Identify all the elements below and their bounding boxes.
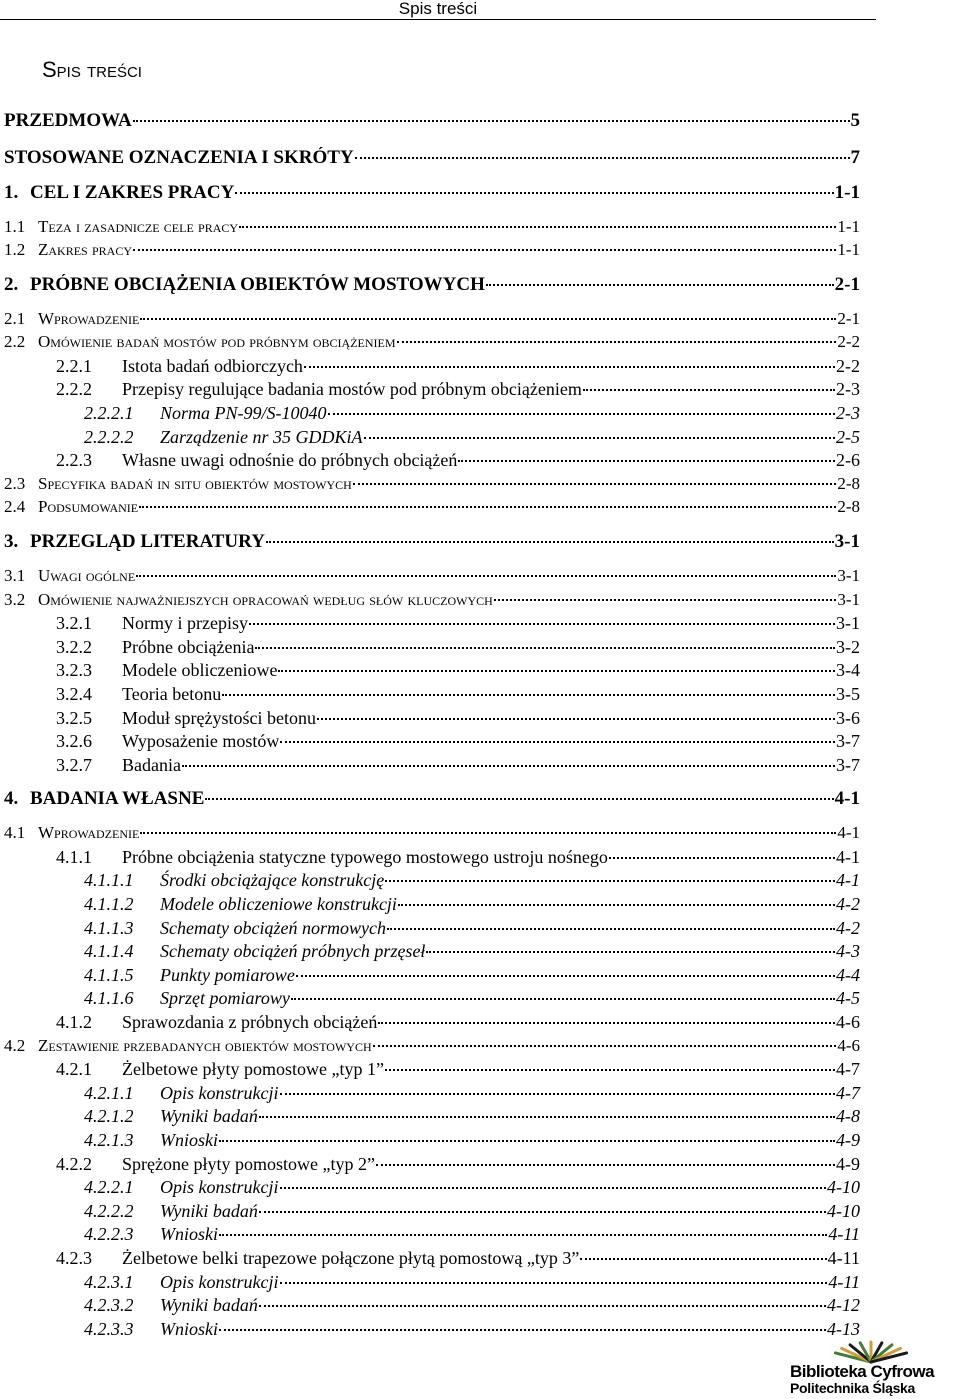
toc-entry[interactable] — [4, 612, 860, 634]
toc-entry-page: 4-9 — [836, 1130, 860, 1150]
toc-entry[interactable] — [4, 378, 860, 400]
toc-entry-number: 4.1.1.5 — [84, 964, 134, 985]
toc-entry[interactable] — [4, 788, 860, 810]
toc-entry-number: 4.1.1.3 — [84, 917, 134, 938]
toc-entry-title: Teza i zasadnicze cele pracy — [38, 216, 239, 236]
open-book-fan-icon — [826, 1340, 916, 1364]
toc-entry-page: 1-1 — [834, 181, 860, 203]
toc-entry[interactable] — [4, 496, 860, 518]
toc-entry-number: 4.1.1.2 — [84, 894, 134, 914]
toc-entry-page: 4-2 — [836, 894, 860, 914]
toc-entry-page: 4-9 — [836, 1153, 860, 1174]
toc-entry[interactable] — [4, 730, 860, 752]
toc-entry-number: 4.2.3.3 — [84, 1318, 134, 1339]
toc-entry-page: 2-8 — [837, 473, 860, 493]
toc-leader-dots — [385, 1069, 835, 1071]
toc-entry[interactable] — [4, 964, 860, 986]
toc-entry-number: 3.2.1 — [56, 613, 92, 634]
toc-entry-number: 2.4 — [4, 497, 26, 517]
toc-entry-page: 2-2 — [837, 332, 860, 352]
toc-entry-number: 4.2.1 — [56, 1059, 92, 1080]
toc-entry-page: 3-2 — [836, 636, 860, 657]
toc-title: Spis treści — [42, 57, 142, 82]
toc-entry-page: 4-1 — [836, 846, 860, 867]
toc-entry-title: Zestawienie przebadanych obiektów mostowych — [38, 1035, 372, 1055]
toc-entry-title: Punkty pomiarowe — [160, 964, 295, 985]
toc-leader-dots — [280, 1187, 827, 1189]
toc-entry-page: 3-7 — [836, 754, 860, 775]
toc-leader-dots — [133, 249, 836, 251]
toc-entry-title: Próbne obciążenia statyczne typowego mostowego ustroju nośnego — [122, 846, 608, 867]
toc-entry-number: 2.2.2 — [56, 379, 92, 400]
toc-entry-number: 3.2.3 — [56, 660, 92, 681]
toc-leader-dots — [219, 1140, 835, 1142]
toc-entry[interactable] — [4, 216, 860, 238]
toc-entry-title: Wnioski — [160, 1130, 218, 1150]
toc-leader-dots — [140, 832, 836, 834]
toc-entry-number: 4.2.3.1 — [84, 1271, 134, 1292]
toc-leader-dots — [222, 694, 835, 696]
toc-entry-title: Opis konstrukcji — [160, 1177, 279, 1198]
toc-leader-dots — [304, 366, 835, 368]
toc-leader-dots — [136, 575, 836, 577]
running-header-title: Spis treści — [398, 0, 478, 18]
toc-entry-page: 4-10 — [827, 1200, 860, 1221]
toc-entry-number: 4.2.2 — [56, 1153, 92, 1174]
toc-entry[interactable] — [4, 1129, 860, 1151]
toc-entry-number: 4.1.1 — [56, 846, 92, 867]
toc-entry[interactable] — [4, 589, 860, 611]
toc-entry-page: 4-7 — [836, 1082, 860, 1103]
toc-entry-title: Schematy obciążeń próbnych przęseł — [160, 941, 426, 962]
toc-leader-dots — [219, 1329, 826, 1331]
toc-entry-number: 2. — [4, 273, 19, 295]
toc-leader-dots — [397, 341, 837, 343]
toc-entry-page: 3-1 — [836, 613, 860, 634]
toc-entry-title: Specyfika badań in situ obiektów mostowych — [38, 473, 352, 493]
toc-entry-page: 2-1 — [837, 308, 860, 328]
toc-entry-title: Przepisy regulujące badania mostów pod próbnym obciążeniem — [122, 379, 582, 400]
toc-entry-number: 4. — [4, 788, 19, 810]
toc-entry-number: 4.2.2.2 — [84, 1200, 134, 1221]
toc-entry[interactable] — [4, 1176, 860, 1198]
toc-leader-dots — [235, 192, 833, 194]
toc-leader-dots — [239, 226, 836, 228]
toc-entry-page: 4-6 — [836, 1012, 860, 1032]
toc-leader-dots — [387, 928, 835, 930]
toc-leader-dots — [259, 1211, 826, 1213]
toc-entry-page: 3-1 — [834, 530, 860, 552]
toc-entry[interactable] — [4, 565, 860, 587]
toc-entry[interactable] — [4, 473, 860, 495]
toc-entry-page: 2-1 — [834, 273, 860, 295]
toc-entry-title: PRZEDMOWA — [4, 110, 132, 131]
toc-entry-number: 3.2 — [4, 589, 26, 609]
toc-entry-page: 4-10 — [827, 1177, 860, 1198]
toc-entry-title: Wyposażenie mostów — [122, 731, 280, 752]
toc-entry-number: 4.2.2.1 — [84, 1177, 134, 1198]
toc-entry-page: 1-1 — [837, 216, 860, 236]
toc-entry-page: 4-12 — [827, 1295, 860, 1316]
toc-entry-number: 4.1.2 — [56, 1012, 92, 1032]
toc-leader-dots — [580, 1258, 826, 1260]
toc-entry-title: Opis konstrukcji — [160, 1271, 279, 1292]
toc-entry-page: 4-11 — [828, 1224, 860, 1245]
toc-leader-dots — [353, 483, 837, 485]
toc-entry-page: 4-4 — [836, 964, 860, 985]
toc-entry[interactable] — [4, 636, 860, 658]
toc-entry-number: 4.1.1.4 — [84, 941, 134, 962]
toc-entry-title: STOSOWANE OZNACZENIA I SKRÓTY — [4, 147, 354, 168]
toc-leader-dots — [355, 157, 850, 159]
toc-entry-page: 4-5 — [836, 988, 860, 1009]
toc-entry[interactable] — [4, 426, 860, 448]
toc-entry[interactable] — [4, 940, 860, 962]
toc-entry-page: 4-1 — [837, 823, 860, 843]
toc-leader-dots — [458, 460, 835, 462]
toc-entry-page: 3-6 — [836, 707, 860, 728]
toc-entry[interactable] — [4, 531, 860, 553]
toc-entry-number: 4.2.1.1 — [84, 1082, 134, 1103]
toc-leader-dots — [259, 1116, 835, 1118]
toc-entry-page: 2-8 — [837, 497, 860, 517]
toc-leader-dots — [259, 1305, 826, 1307]
toc-leader-dots — [249, 623, 835, 625]
toc-entry[interactable] — [4, 1058, 860, 1080]
toc-entry-title: Sprawozdania z próbnych obciążeń — [122, 1012, 378, 1032]
toc-entry[interactable] — [4, 182, 860, 204]
toc-entry[interactable] — [4, 1223, 860, 1245]
toc-entry[interactable] — [4, 239, 860, 261]
toc-entry-title: Uwagi ogólne — [38, 565, 136, 585]
toc-leader-dots — [182, 765, 835, 767]
toc-entry[interactable] — [4, 1153, 860, 1175]
toc-entry-title: Teoria betonu — [122, 683, 222, 704]
toc-entry-page: 2-3 — [836, 403, 860, 423]
toc-entry-page: 2-5 — [836, 426, 860, 447]
toc-leader-dots — [280, 1282, 828, 1284]
toc-entry[interactable] — [4, 754, 860, 776]
toc-entry-number: 4.2.2.3 — [84, 1224, 134, 1245]
toc-entry-number: 3.2.2 — [56, 636, 92, 657]
toc-entry[interactable] — [4, 659, 860, 681]
toc-entry[interactable] — [4, 846, 860, 868]
toc-entry-title: Żelbetowe płyty pomostowe „typ 1” — [122, 1059, 384, 1080]
toc-leader-dots — [328, 413, 836, 415]
toc-entry-title: Sprężone płyty pomostowe „typ 2” — [122, 1153, 375, 1174]
toc-entry[interactable] — [4, 683, 860, 705]
toc-entry-title: Istota badań odbiorczych — [122, 355, 303, 376]
toc-entry-page: 4-11 — [827, 1248, 860, 1268]
toc-entry-title: Własne uwagi odnośnie do próbnych obciążeń — [122, 450, 458, 471]
toc-entry[interactable] — [4, 707, 860, 729]
toc-entry-number: 2.2.1 — [56, 355, 92, 376]
toc-entry-title: Moduł sprężystości betonu — [122, 707, 316, 728]
toc-entry-number: 2.2.3 — [56, 450, 92, 471]
toc-entry-number: 2.3 — [4, 473, 26, 493]
toc-entry-page: 4-7 — [836, 1059, 860, 1080]
toc-leader-dots — [278, 670, 835, 672]
toc-leader-dots — [494, 599, 837, 601]
toc-entry[interactable] — [4, 402, 860, 424]
toc-leader-dots — [255, 647, 835, 649]
toc-entry-number: 2.2.2.2 — [84, 426, 134, 447]
toc-entry-title: Żelbetowe belki trapezowe połączone płytą pomostową „typ 3” — [122, 1248, 580, 1268]
toc-entry-title: Środki obciążające konstrukcję — [160, 870, 385, 891]
toc-entry[interactable] — [4, 1200, 860, 1222]
logo-line2: Politechnika Śląska — [790, 1380, 916, 1396]
toc-entry-page: 2-2 — [836, 355, 860, 376]
toc-entry[interactable] — [4, 869, 860, 891]
toc-entry-title: Modele obliczeniowe konstrukcji — [160, 894, 397, 914]
toc-entry-title: CEL I ZAKRES PRACY — [30, 181, 235, 203]
toc-entry-number: 4.1.1.1 — [84, 870, 134, 891]
toc-entry-title: Wyniki badań — [160, 1106, 258, 1127]
toc-entry-number: 4.1.1.6 — [84, 988, 134, 1009]
toc-entry-page: 2-3 — [836, 379, 860, 400]
toc-entry-title: PRÓBNE OBCIĄŻENIA OBIEKTÓW MOSTOWYCH — [30, 273, 485, 295]
toc-entry-page: 3-7 — [836, 731, 860, 752]
toc-entry-number: 4.2.1.3 — [84, 1130, 134, 1150]
toc-entry[interactable] — [4, 987, 860, 1009]
toc-leader-dots — [266, 541, 834, 543]
toc-leader-dots — [219, 1234, 827, 1236]
toc-entry-number: 3.2.7 — [56, 754, 92, 775]
toc-entry-page: 4-1 — [836, 870, 860, 891]
toc-leader-dots — [376, 1164, 835, 1166]
library-logo — [786, 1340, 956, 1398]
toc-entry-title: Opis konstrukcji — [160, 1082, 279, 1103]
toc-entry-number: 2.2 — [4, 332, 26, 352]
toc-entry-page: 4-6 — [837, 1035, 860, 1055]
toc-entry-title: Wnioski — [160, 1318, 218, 1339]
toc-entry[interactable] — [4, 1035, 860, 1057]
toc-leader-dots — [364, 437, 835, 439]
toc-leader-dots — [280, 1093, 836, 1095]
toc-entry-page: 3-5 — [836, 683, 860, 704]
toc-entry-title: Wnioski — [160, 1224, 218, 1245]
toc-entry[interactable] — [4, 917, 860, 939]
toc-entry[interactable] — [4, 893, 860, 915]
toc-entry-page: 2-6 — [836, 450, 860, 471]
toc-entry-number: 2.1 — [4, 308, 26, 328]
toc-entry-number: 4.2.1.2 — [84, 1106, 134, 1127]
toc-entry-title: Normy i przepisy — [122, 613, 248, 634]
toc-entry-page: 1-1 — [837, 240, 860, 260]
toc-entry-title: Wprowadzenie — [38, 823, 140, 843]
toc-leader-dots — [398, 904, 835, 906]
toc-leader-dots — [317, 718, 835, 720]
toc-entry-number: 1.1 — [4, 216, 26, 236]
toc-entry-page: 4-11 — [828, 1271, 860, 1292]
toc-entry-page: 3-4 — [836, 660, 860, 681]
toc-entry[interactable] — [4, 449, 860, 471]
toc-leader-dots — [139, 506, 836, 508]
logo-line1: Biblioteka Cyfrowa — [790, 1362, 935, 1381]
toc-leader-dots — [140, 318, 836, 320]
toc-entry-page: 4-8 — [836, 1106, 860, 1127]
toc-entry-number: 1.2 — [4, 240, 26, 260]
toc-leader-dots — [133, 120, 850, 122]
toc-entry-page: 4-1 — [834, 788, 860, 810]
toc-entry-page: 4-13 — [827, 1318, 860, 1339]
toc-leader-dots — [296, 975, 835, 977]
toc-entry-number: 4.2 — [4, 1035, 26, 1055]
toc-entry-page: 3-1 — [837, 589, 860, 609]
toc-entry-number: 4.2.3.2 — [84, 1295, 134, 1316]
toc-entry[interactable] — [4, 1082, 860, 1104]
toc-entry-page: 3-1 — [837, 565, 860, 585]
toc-entry[interactable] — [4, 355, 860, 377]
toc-entry-title: Sprzęt pomiarowy — [160, 988, 290, 1009]
toc-entry-number: 3.2.4 — [56, 683, 92, 704]
toc-entry-number: 3.1 — [4, 565, 26, 585]
toc-entry-title: Omówienie badań mostów pod próbnym obciążeniem — [38, 332, 396, 352]
toc-entry-title: Norma PN-99/S-10040 — [160, 403, 327, 423]
toc-entry-page: 7 — [850, 147, 860, 168]
toc-entry-title: Badania — [122, 754, 181, 775]
toc-leader-dots — [378, 1022, 835, 1024]
toc-entry[interactable] — [4, 274, 860, 296]
toc-entry-title: Podsumowanie — [38, 497, 139, 517]
toc-leader-dots — [280, 741, 835, 743]
toc-entry-number: 4.1 — [4, 823, 26, 843]
toc-entry[interactable] — [4, 1294, 860, 1316]
toc-entry-title: BADANIA WŁASNE — [30, 788, 205, 810]
toc-entry-page: 4-2 — [836, 917, 860, 938]
toc-entry-title: Zakres pracy — [38, 240, 132, 260]
toc-leader-dots — [373, 1045, 837, 1047]
toc-entry-title: Wprowadzenie — [38, 308, 140, 328]
toc-entry[interactable] — [4, 1011, 860, 1033]
toc-entry-title: Schematy obciążeń normowych — [160, 917, 386, 938]
toc-leader-dots — [291, 998, 835, 1000]
toc-entry-number: 3.2.6 — [56, 731, 92, 752]
toc-entry[interactable] — [4, 1247, 860, 1269]
toc-entry-number: 4.2.3 — [56, 1248, 92, 1268]
toc-entry-title: Modele obliczeniowe — [122, 660, 278, 681]
toc-entry[interactable] — [4, 147, 860, 169]
toc-entry-title: Próbne obciążenia — [122, 636, 255, 657]
toc-entry[interactable] — [4, 822, 860, 844]
toc-leader-dots — [205, 798, 833, 800]
toc-entry[interactable] — [4, 1105, 860, 1127]
toc-entry-title: Wyniki badań — [160, 1295, 258, 1316]
toc-leader-dots — [426, 951, 835, 953]
toc-leader-dots — [583, 389, 835, 391]
toc-leader-dots — [486, 284, 834, 286]
toc-entry-number: 1. — [4, 181, 19, 203]
toc-entry-title: Omówienie najważniejszych opracowań według słów kluczowych — [38, 589, 493, 609]
toc-entry-page: 5 — [850, 110, 860, 131]
toc-entry[interactable] — [4, 110, 860, 132]
toc-entry[interactable] — [4, 308, 860, 330]
toc-entry[interactable] — [4, 331, 860, 353]
toc-entry[interactable] — [4, 1271, 860, 1293]
toc-entry-title: PRZEGLĄD LITERATURY — [30, 530, 265, 552]
toc-entry-title: Zarządzenie nr 35 GDDKiA — [160, 426, 363, 447]
toc-entry-number: 3.2.5 — [56, 707, 92, 728]
toc-entry-page: 4-3 — [836, 941, 860, 962]
toc-entry-title: Wyniki badań — [160, 1200, 258, 1221]
toc-entry[interactable] — [4, 1318, 860, 1340]
running-header — [0, 0, 876, 20]
toc-leader-dots — [609, 857, 835, 859]
toc-entry-number: 3. — [4, 530, 19, 552]
toc-entry-number: 2.2.2.1 — [84, 403, 134, 423]
toc-leader-dots — [385, 880, 835, 882]
